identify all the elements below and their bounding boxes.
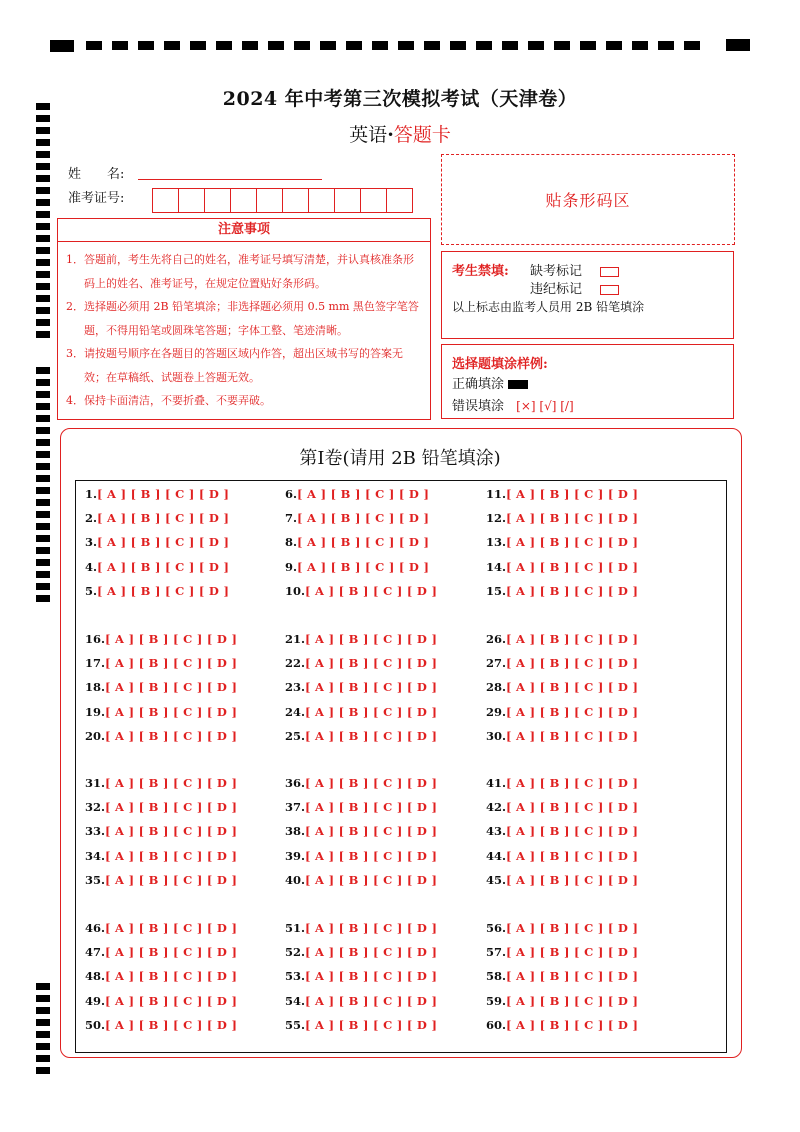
- answer-options[interactable]: [ A ] [ B ] [ C ] [ D ]: [506, 511, 639, 526]
- question-32[interactable]: [85, 800, 237, 814]
- question-56[interactable]: [486, 921, 638, 935]
- question-18[interactable]: [85, 680, 237, 694]
- timing-mark: [36, 1067, 50, 1074]
- note-item: 1．答题前，考生先将自己的姓名，准考证号填写清楚，并认真核准条形码上的姓名、准考证号，在规定位置贴好条形码。: [66, 253, 414, 290]
- timing-mark: [684, 41, 700, 50]
- answer-options[interactable]: [ A ] [ B ] [ C ] [ D ]: [97, 583, 230, 598]
- timing-mark: [36, 451, 50, 458]
- question-number: 17.: [85, 656, 106, 671]
- question-8[interactable]: [285, 535, 429, 549]
- timing-mark: [36, 403, 50, 410]
- question-42[interactable]: [486, 800, 638, 814]
- timing-mark: [36, 583, 50, 590]
- answer-options[interactable]: [ A ] [ B ] [ C ] [ D ]: [506, 656, 639, 671]
- note-item: 2．选择题必须用 2B 铅笔填涂；非选择题必须用 0.5 mm 黑色签字笔答题，不得用铅笔或圆珠笔答题；字体工整、笔迹清晰。: [66, 300, 419, 337]
- question-number: 28.: [486, 680, 507, 695]
- question-number: 21.: [285, 632, 306, 646]
- violation-mark-label: [530, 278, 619, 297]
- timing-mark: [36, 571, 50, 578]
- question-41[interactable]: [486, 776, 638, 790]
- question-number: 53.: [285, 969, 306, 984]
- answer-options[interactable]: [ A ] [ B ] [ C ] [ D ]: [305, 993, 438, 1008]
- timing-mark: [36, 547, 50, 554]
- answer-options[interactable]: [ A ] [ B ] [ C ] [ D ]: [105, 776, 238, 790]
- question-number: 19.: [85, 704, 106, 719]
- timing-mark: [606, 41, 622, 50]
- timing-mark: [528, 41, 544, 50]
- answer-options[interactable]: [ A ] [ B ] [ C ] [ D ]: [105, 728, 238, 743]
- question-27[interactable]: [486, 656, 638, 670]
- name-label: 姓 名:: [68, 167, 125, 182]
- timing-mark: [36, 391, 50, 398]
- question-number: 43.: [486, 824, 507, 839]
- question-number: 36.: [285, 776, 306, 790]
- question-38[interactable]: [285, 824, 437, 838]
- question-9[interactable]: [285, 560, 429, 574]
- question-number: 2.: [85, 511, 98, 526]
- question-21[interactable]: [285, 632, 437, 646]
- question-53[interactable]: [285, 969, 437, 983]
- timing-mark: [36, 175, 50, 182]
- timing-mark: [450, 41, 466, 50]
- answer-options[interactable]: [ A ] [ B ] [ C ] [ D ]: [506, 487, 639, 501]
- absent-mark-label: [530, 260, 619, 279]
- question-number: 50.: [85, 1017, 106, 1032]
- timing-mark: [36, 415, 50, 422]
- timing-mark: [36, 283, 50, 290]
- timing-mark: [36, 1019, 50, 1026]
- exam-id-cell[interactable]: [179, 189, 205, 212]
- question-20[interactable]: [85, 729, 237, 743]
- subtitle-dot: ·: [387, 124, 394, 146]
- correct-fill-label: 正确填涂: [452, 377, 505, 392]
- question-52[interactable]: [285, 945, 437, 959]
- question-number: 46.: [85, 921, 106, 935]
- question-number: 26.: [486, 632, 507, 646]
- answer-options[interactable]: [ A ] [ B ] [ C ] [ D ]: [297, 511, 430, 526]
- exam-id-cell[interactable]: [309, 189, 335, 212]
- timing-mark: [36, 1031, 50, 1038]
- question-number: 52.: [285, 945, 306, 960]
- question-12[interactable]: [486, 511, 638, 525]
- question-6[interactable]: [285, 487, 429, 501]
- question-2[interactable]: [85, 511, 229, 525]
- timing-mark: [294, 41, 310, 50]
- question-number: 41.: [486, 776, 507, 790]
- question-number: 25.: [285, 728, 306, 743]
- timing-mark: [242, 41, 258, 50]
- timing-mark: [36, 247, 50, 254]
- question-number: 7.: [285, 511, 298, 526]
- answer-options[interactable]: [ A ] [ B ] [ C ] [ D ]: [506, 993, 639, 1008]
- answer-options[interactable]: [ A ] [ B ] [ C ] [ D ]: [305, 776, 438, 790]
- question-60[interactable]: [486, 1018, 638, 1032]
- correct-fill-mark: [508, 380, 528, 389]
- question-number: 14.: [486, 559, 507, 574]
- question-number: 35.: [85, 872, 106, 887]
- question-number: 10.: [285, 583, 306, 598]
- question-26[interactable]: [486, 632, 638, 646]
- timing-mark: [36, 983, 50, 990]
- answer-options[interactable]: [ A ] [ B ] [ C ] [ D ]: [105, 945, 238, 960]
- answer-options[interactable]: [ A ] [ B ] [ C ] [ D ]: [97, 559, 230, 574]
- answer-options[interactable]: [ A ] [ B ] [ C ] [ D ]: [506, 969, 639, 984]
- question-10[interactable]: [285, 584, 437, 598]
- exam-id-cell[interactable]: [205, 189, 231, 212]
- question-number: 33.: [85, 824, 106, 839]
- timing-mark: [372, 41, 388, 50]
- timing-mark: [36, 1055, 50, 1062]
- exam-id-cell[interactable]: [231, 189, 257, 212]
- question-54[interactable]: [285, 994, 437, 1008]
- timing-mark: [36, 151, 50, 158]
- violation-mark-box[interactable]: [600, 285, 619, 295]
- notes-box: [57, 218, 431, 420]
- question-35[interactable]: [85, 873, 237, 887]
- question-43[interactable]: [486, 824, 638, 838]
- answer-options[interactable]: [ A ] [ B ] [ C ] [ D ]: [506, 872, 639, 887]
- timing-mark: [36, 427, 50, 434]
- timing-mark: [190, 41, 206, 50]
- answer-options[interactable]: [ A ] [ B ] [ C ] [ D ]: [506, 680, 639, 695]
- exam-id-cell[interactable]: [153, 189, 179, 212]
- question-number: 5.: [85, 583, 98, 598]
- notes-list: [58, 242, 430, 413]
- answer-options[interactable]: [ A ] [ B ] [ C ] [ D ]: [506, 728, 639, 743]
- timing-mark: [36, 295, 50, 302]
- timing-mark: [36, 163, 50, 170]
- question-number: 31.: [85, 776, 106, 790]
- question-number: 54.: [285, 993, 306, 1008]
- answer-options[interactable]: [ A ] [ B ] [ C ] [ D ]: [305, 583, 438, 598]
- barcode-area: [441, 154, 735, 245]
- answer-options[interactable]: [ A ] [ B ] [ C ] [ D ]: [97, 535, 230, 550]
- answer-options[interactable]: [ A ] [ B ] [ C ] [ D ]: [297, 535, 430, 550]
- answer-options[interactable]: [ A ] [ B ] [ C ] [ D ]: [105, 969, 238, 984]
- question-number: 16.: [85, 632, 106, 646]
- answer-options[interactable]: [ A ] [ B ] [ C ] [ D ]: [506, 824, 639, 839]
- timing-mark: [36, 379, 50, 386]
- fill-sample-box: [441, 344, 734, 419]
- exam-id-cell[interactable]: [335, 189, 361, 212]
- timing-mark: [164, 41, 180, 50]
- answer-options[interactable]: [ A ] [ B ] [ C ] [ D ]: [297, 559, 430, 574]
- absent-mark-text: 缺考标记: [530, 264, 583, 279]
- answer-options[interactable]: [ A ] [ B ] [ C ] [ D ]: [506, 945, 639, 960]
- answer-options[interactable]: [ A ] [ B ] [ C ] [ D ]: [105, 800, 238, 815]
- question-number: 42.: [486, 800, 507, 815]
- question-29[interactable]: [486, 705, 638, 719]
- question-4[interactable]: [85, 560, 229, 574]
- timing-mark: [36, 523, 50, 530]
- question-number: 39.: [285, 848, 306, 863]
- timing-mark: [36, 463, 50, 470]
- question-number: 15.: [486, 583, 507, 598]
- exam-id-cell[interactable]: [283, 189, 309, 212]
- question-15[interactable]: [486, 584, 638, 598]
- question-number: 6.: [285, 487, 298, 501]
- prohibited-title: 考生禁填:: [452, 264, 509, 279]
- question-number: 57.: [486, 945, 507, 960]
- answer-options[interactable]: [ A ] [ B ] [ C ] [ D ]: [506, 800, 639, 815]
- prohibited-box: [441, 251, 734, 339]
- exam-id-cell[interactable]: [257, 189, 283, 212]
- question-number: 49.: [85, 993, 106, 1008]
- timing-mark: [112, 41, 128, 50]
- name-field[interactable]: [138, 178, 322, 180]
- answer-options[interactable]: [ A ] [ B ] [ C ] [ D ]: [506, 1017, 639, 1032]
- wrong-fill-examples: [×] [√] [/]: [516, 399, 574, 413]
- question-number: 24.: [285, 704, 306, 719]
- exam-id-label: 准考证号:: [68, 191, 125, 206]
- question-number: 12.: [486, 511, 507, 526]
- timing-mark: [138, 41, 154, 50]
- answer-options[interactable]: [ A ] [ B ] [ C ] [ D ]: [297, 487, 430, 501]
- question-24[interactable]: [285, 705, 437, 719]
- question-number: 51.: [285, 921, 306, 935]
- answer-options[interactable]: [ A ] [ B ] [ C ] [ D ]: [506, 632, 639, 646]
- question-48[interactable]: [85, 969, 237, 983]
- question-50[interactable]: [85, 1018, 237, 1032]
- question-14[interactable]: [486, 560, 638, 574]
- timing-mark: [36, 319, 50, 326]
- timing-mark: [36, 595, 50, 602]
- answer-options[interactable]: [ A ] [ B ] [ C ] [ D ]: [305, 872, 438, 887]
- timing-mark: [36, 475, 50, 482]
- answer-options[interactable]: [ A ] [ B ] [ C ] [ D ]: [305, 1017, 438, 1032]
- question-number: 9.: [285, 559, 298, 574]
- question-number: 47.: [85, 945, 106, 960]
- question-11[interactable]: [486, 487, 638, 501]
- page-subtitle: [0, 120, 800, 147]
- question-23[interactable]: [285, 680, 437, 694]
- question-44[interactable]: [486, 849, 638, 863]
- timing-mark: [36, 487, 50, 494]
- fill-sample-title: 选择题填涂样例:: [452, 357, 548, 372]
- question-51[interactable]: [285, 921, 437, 935]
- question-number: 44.: [486, 848, 507, 863]
- question-number: 30.: [486, 728, 507, 743]
- question-number: 29.: [486, 704, 507, 719]
- timing-mark: [502, 41, 518, 50]
- timing-mark: [398, 41, 414, 50]
- absent-mark-box[interactable]: [600, 267, 619, 277]
- timing-mark: [424, 41, 440, 50]
- section1-title: 第Ⅰ卷(请用 2B 铅笔填涂): [299, 448, 501, 469]
- answer-options[interactable]: [ A ] [ B ] [ C ] [ D ]: [506, 704, 639, 719]
- question-22[interactable]: [285, 656, 437, 670]
- question-number: 55.: [285, 1017, 306, 1032]
- question-number: 11.: [486, 487, 507, 501]
- question-1[interactable]: [85, 487, 229, 501]
- timing-mark: [36, 1043, 50, 1050]
- answer-options[interactable]: [ A ] [ B ] [ C ] [ D ]: [105, 848, 238, 863]
- violation-mark-text: 违纪标记: [530, 282, 583, 297]
- prohibited-note: 以上标志由监考人员用 2B 铅笔填涂: [452, 300, 645, 314]
- answer-options[interactable]: [ A ] [ B ] [ C ] [ D ]: [506, 776, 639, 790]
- answer-options[interactable]: [ A ] [ B ] [ C ] [ D ]: [105, 680, 238, 695]
- answer-options[interactable]: [ A ] [ B ] [ C ] [ D ]: [97, 511, 230, 526]
- timing-mark: [726, 39, 750, 51]
- correct-fill-row: [452, 373, 528, 392]
- answer-options[interactable]: [ A ] [ B ] [ C ] [ D ]: [305, 921, 438, 935]
- answer-options[interactable]: [ A ] [ B ] [ C ] [ D ]: [305, 848, 438, 863]
- question-58[interactable]: [486, 969, 638, 983]
- timing-mark: [36, 187, 50, 194]
- answer-options[interactable]: [ A ] [ B ] [ C ] [ D ]: [506, 921, 639, 935]
- question-number: 23.: [285, 680, 306, 695]
- notes-heading: 注意事项: [58, 219, 430, 242]
- timing-mark: [36, 307, 50, 314]
- timing-mark: [36, 223, 50, 230]
- timing-mark: [36, 331, 50, 338]
- answer-options[interactable]: [ A ] [ B ] [ C ] [ D ]: [305, 800, 438, 815]
- answer-options[interactable]: [ A ] [ B ] [ C ] [ D ]: [305, 728, 438, 743]
- question-30[interactable]: [486, 729, 638, 743]
- answer-options[interactable]: [ A ] [ B ] [ C ] [ D ]: [105, 872, 238, 887]
- question-28[interactable]: [486, 680, 638, 694]
- question-number: 60.: [486, 1017, 507, 1032]
- question-55[interactable]: [285, 1018, 437, 1032]
- question-number: 27.: [486, 656, 507, 671]
- timing-mark: [36, 499, 50, 506]
- page-title: 2024 年中考第三次模拟考试（天津卷）: [222, 88, 578, 110]
- timing-mark: [36, 235, 50, 242]
- answer-options[interactable]: [ A ] [ B ] [ C ] [ D ]: [305, 680, 438, 695]
- question-7[interactable]: [285, 511, 429, 525]
- answer-options[interactable]: [ A ] [ B ] [ C ] [ D ]: [305, 632, 438, 646]
- question-number: 38.: [285, 824, 306, 839]
- question-34[interactable]: [85, 849, 237, 863]
- question-36[interactable]: [285, 776, 437, 790]
- question-3[interactable]: [85, 535, 229, 549]
- timing-mark: [476, 41, 492, 50]
- question-59[interactable]: [486, 994, 638, 1008]
- timing-mark: [346, 41, 362, 50]
- question-45[interactable]: [486, 873, 638, 887]
- question-17[interactable]: [85, 656, 237, 670]
- answer-options[interactable]: [ A ] [ B ] [ C ] [ D ]: [305, 656, 438, 671]
- question-number: 48.: [85, 969, 106, 984]
- answer-options[interactable]: [ A ] [ B ] [ C ] [ D ]: [506, 583, 639, 598]
- question-16[interactable]: [85, 632, 237, 646]
- timing-mark: [320, 41, 336, 50]
- timing-mark: [36, 259, 50, 266]
- timing-mark: [36, 199, 50, 206]
- question-39[interactable]: [285, 849, 437, 863]
- answer-options[interactable]: [ A ] [ B ] [ C ] [ D ]: [105, 656, 238, 671]
- answer-options[interactable]: [ A ] [ B ] [ C ] [ D ]: [506, 848, 639, 863]
- timing-mark: [36, 559, 50, 566]
- exam-id-cell[interactable]: [387, 189, 412, 212]
- answer-options[interactable]: [ A ] [ B ] [ C ] [ D ]: [506, 535, 639, 550]
- question-number: 32.: [85, 800, 106, 815]
- question-13[interactable]: [486, 535, 638, 549]
- question-31[interactable]: [85, 776, 237, 790]
- answer-options[interactable]: [ A ] [ B ] [ C ] [ D ]: [105, 632, 238, 646]
- question-46[interactable]: [85, 921, 237, 935]
- question-number: 13.: [486, 535, 507, 550]
- subject-label: 英语: [349, 124, 388, 146]
- question-number: 40.: [285, 872, 306, 887]
- timing-mark: [36, 367, 50, 374]
- question-number: 56.: [486, 921, 507, 935]
- question-49[interactable]: [85, 994, 237, 1008]
- answer-options[interactable]: [ A ] [ B ] [ C ] [ D ]: [305, 969, 438, 984]
- timing-mark: [36, 439, 50, 446]
- timing-mark: [216, 41, 232, 50]
- timing-mark: [658, 41, 674, 50]
- timing-mark: [632, 41, 648, 50]
- timing-mark: [36, 271, 50, 278]
- question-number: 58.: [486, 969, 507, 984]
- question-19[interactable]: [85, 705, 237, 719]
- timing-mark: [36, 535, 50, 542]
- answer-options[interactable]: [ A ] [ B ] [ C ] [ D ]: [506, 559, 639, 574]
- timing-mark: [86, 41, 102, 50]
- timing-mark: [36, 511, 50, 518]
- question-number: 1.: [85, 487, 98, 501]
- timing-mark: [554, 41, 570, 50]
- timing-mark: [268, 41, 284, 50]
- question-number: 34.: [85, 848, 106, 863]
- question-number: 3.: [85, 535, 98, 550]
- timing-mark: [36, 995, 50, 1002]
- answer-options[interactable]: [ A ] [ B ] [ C ] [ D ]: [105, 1017, 238, 1032]
- note-item: 3．请按题号顺序在各题目的答题区域内作答，超出区域书写的答案无效；在草稿纸、试题卷上答题无效。: [66, 347, 403, 384]
- answer-options[interactable]: [ A ] [ B ] [ C ] [ D ]: [97, 487, 230, 501]
- question-47[interactable]: [85, 945, 237, 959]
- question-number: 4.: [85, 559, 98, 574]
- answer-options[interactable]: [ A ] [ B ] [ C ] [ D ]: [105, 824, 238, 839]
- question-25[interactable]: [285, 729, 437, 743]
- question-number: 37.: [285, 800, 306, 815]
- question-number: 20.: [85, 728, 106, 743]
- answer-options[interactable]: [ A ] [ B ] [ C ] [ D ]: [305, 945, 438, 960]
- barcode-label: 贴条形码区: [545, 191, 631, 210]
- question-number: 59.: [486, 993, 507, 1008]
- question-57[interactable]: [486, 945, 638, 959]
- answer-card-label: 答题卡: [393, 124, 451, 146]
- question-33[interactable]: [85, 824, 237, 838]
- answer-options[interactable]: [ A ] [ B ] [ C ] [ D ]: [305, 704, 438, 719]
- timing-mark: [50, 40, 74, 52]
- exam-id-cell[interactable]: [361, 189, 387, 212]
- answer-options[interactable]: [ A ] [ B ] [ C ] [ D ]: [305, 824, 438, 839]
- question-number: 18.: [85, 680, 106, 695]
- question-number: 45.: [486, 872, 507, 887]
- timing-mark: [580, 41, 596, 50]
- answer-options[interactable]: [ A ] [ B ] [ C ] [ D ]: [105, 993, 238, 1008]
- timing-mark: [36, 1007, 50, 1014]
- note-item: 4．保持卡面清洁，不要折叠、不要弄破。: [66, 394, 271, 407]
- question-40[interactable]: [285, 873, 437, 887]
- answer-options[interactable]: [ A ] [ B ] [ C ] [ D ]: [105, 704, 238, 719]
- answer-options[interactable]: [ A ] [ B ] [ C ] [ D ]: [105, 921, 238, 935]
- question-5[interactable]: [85, 584, 229, 598]
- wrong-fill-label: 错误填涂: [452, 399, 505, 414]
- question-37[interactable]: [285, 800, 437, 814]
- question-number: 8.: [285, 535, 298, 550]
- question-number: 22.: [285, 656, 306, 671]
- timing-mark: [36, 211, 50, 218]
- exam-id-boxes[interactable]: [152, 188, 413, 213]
- wrong-fill-row: [452, 395, 574, 414]
